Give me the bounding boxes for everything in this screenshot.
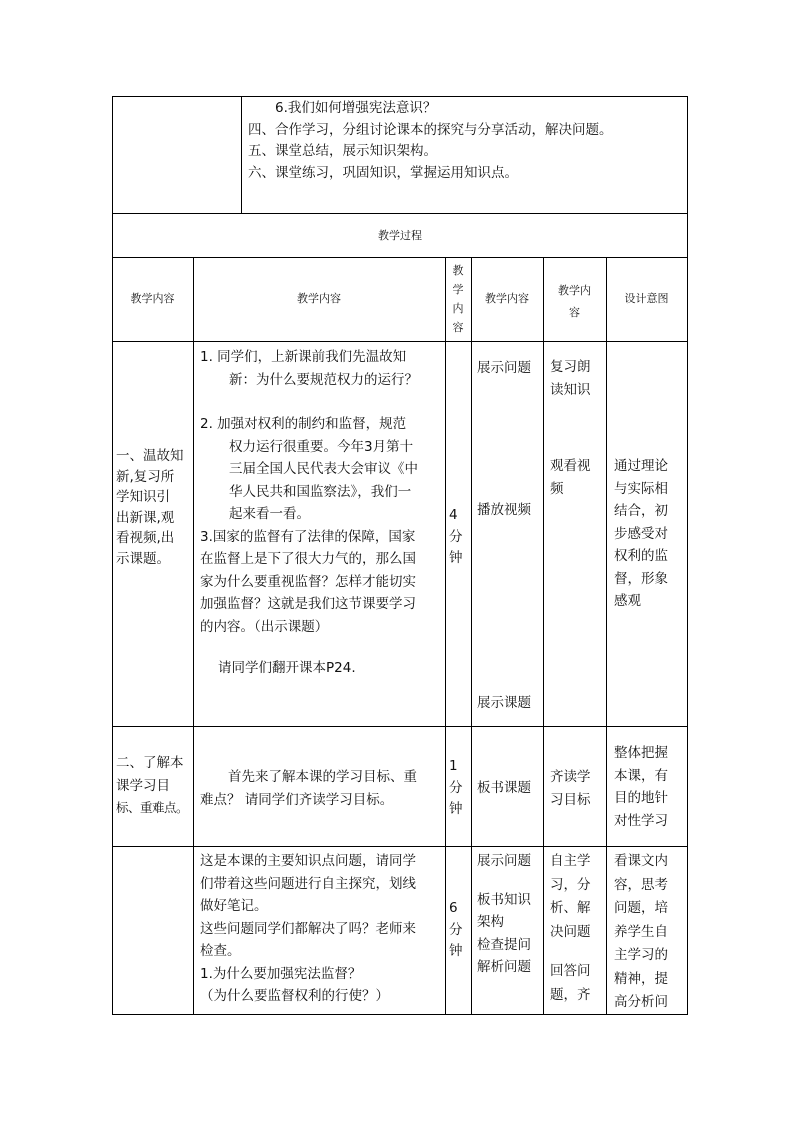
col-divider-4 [543,257,544,1014]
row-line-5 [112,846,688,847]
row1-intent: 通过理论 与实际相 结合，初 步感受对 权利的监 督，形象 感观 [614,458,668,609]
row1-student-1: 复习朗 读知识 [550,359,591,398]
row1-teacher-3: 展示课题 [477,695,531,711]
row1-time: 4 分 钟 [449,507,463,566]
row-line-2 [112,257,688,258]
row3-student: 自主学 习，分 析、解 决问题 回答问 题，齐 [550,853,591,1003]
row1-stage: 一、温故知 新,复习所 学知识引 出新课,观 看视频,出 示课题。 [116,448,184,567]
row3-content: 这是本课的主要知识点问题，请同学 们带着这些问题进行自主探究，划线 做好笔记。 这些问题同学们都解决了吗？老师来 检查。 1.为什么要加强宪法监督？ （为什么要监督权利的行使？） [200,853,416,1004]
top-section-divider [241,96,242,213]
row1-content: 1. 同学们，上新课前我们先温故知 新：为什么要规范权力的运行？ 2. 加强对权利的制约和监督，规范 权力运行很重要。今年3月第十 三届全国人民代表大会审议《中 华人民共和国监察法》，我们一 起来看一看。 3.国家的监督有了法律的保障，国家 在监督上是下了很大力气的，那么国 家为什么要重视监督？怎样才能切实 加强监督？这就是我们这节课要学习 的内容。（出示课题） 请同学们翻开课本P24. [200,349,418,676]
row1-teacher-2: 播放视频 [477,502,531,518]
header-col1: 教学内容 [130,292,175,305]
header-col5: 教学内 容 [558,284,591,319]
col-divider-2 [445,257,446,1014]
row1-teacher-1: 展示问题 [477,360,531,376]
top-step-line: 6.我们如何增强宪法意识？ [275,100,437,116]
row2-content: 首先来了解本课的学习目标、重 难点？ 请同学们齐读学习目标。 [200,769,417,808]
col-divider-5 [606,257,607,1014]
header-col3: 教 学 内 容 [452,264,464,334]
top-steps [248,98,684,184]
row3-teacher: 展示问题 板书知识 架构 检查提问 解析问题 [477,853,531,975]
table-border-bottom [112,1014,688,1015]
row2-teacher: 板书课题 [477,780,531,796]
row-line-4 [112,726,688,727]
header-col6: 设计意图 [624,292,669,305]
process-title: 教学过程 [378,229,422,242]
header-col2: 教学内容 [297,292,341,305]
row-line-3 [112,341,688,342]
row2-time: 1 分 钟 [449,758,463,817]
top-step-line: 五、课堂总结，展示知识架构。 [248,143,437,159]
row1-student-2: 观看视 频 [550,458,591,497]
row2-intent: 整体把握 本课，有 目的地针 对性学习 [614,745,668,829]
top-step-line: 六、课堂练习，巩固知识，掌握运用知识点。 [248,164,518,181]
col-divider-3 [471,257,472,1014]
top-step-line: 四、合作学习，分组讨论课本的探究与分享活动，解决问题。 [248,121,613,138]
header-col4: 教学内容 [485,292,529,305]
table-border-top [112,96,688,97]
row3-time: 6 分 钟 [449,900,463,959]
row-line-1 [112,213,688,214]
row2-stage: 二、了解本 课学习目 标、重难点。 [116,755,189,815]
row3-intent: 看课文内 容，思考 问题，培 养学生自 主学习的 精神，提 高分析问 [614,853,668,1010]
row2-student: 齐读学 习目标 [550,769,591,808]
col-divider-1 [193,257,194,1014]
